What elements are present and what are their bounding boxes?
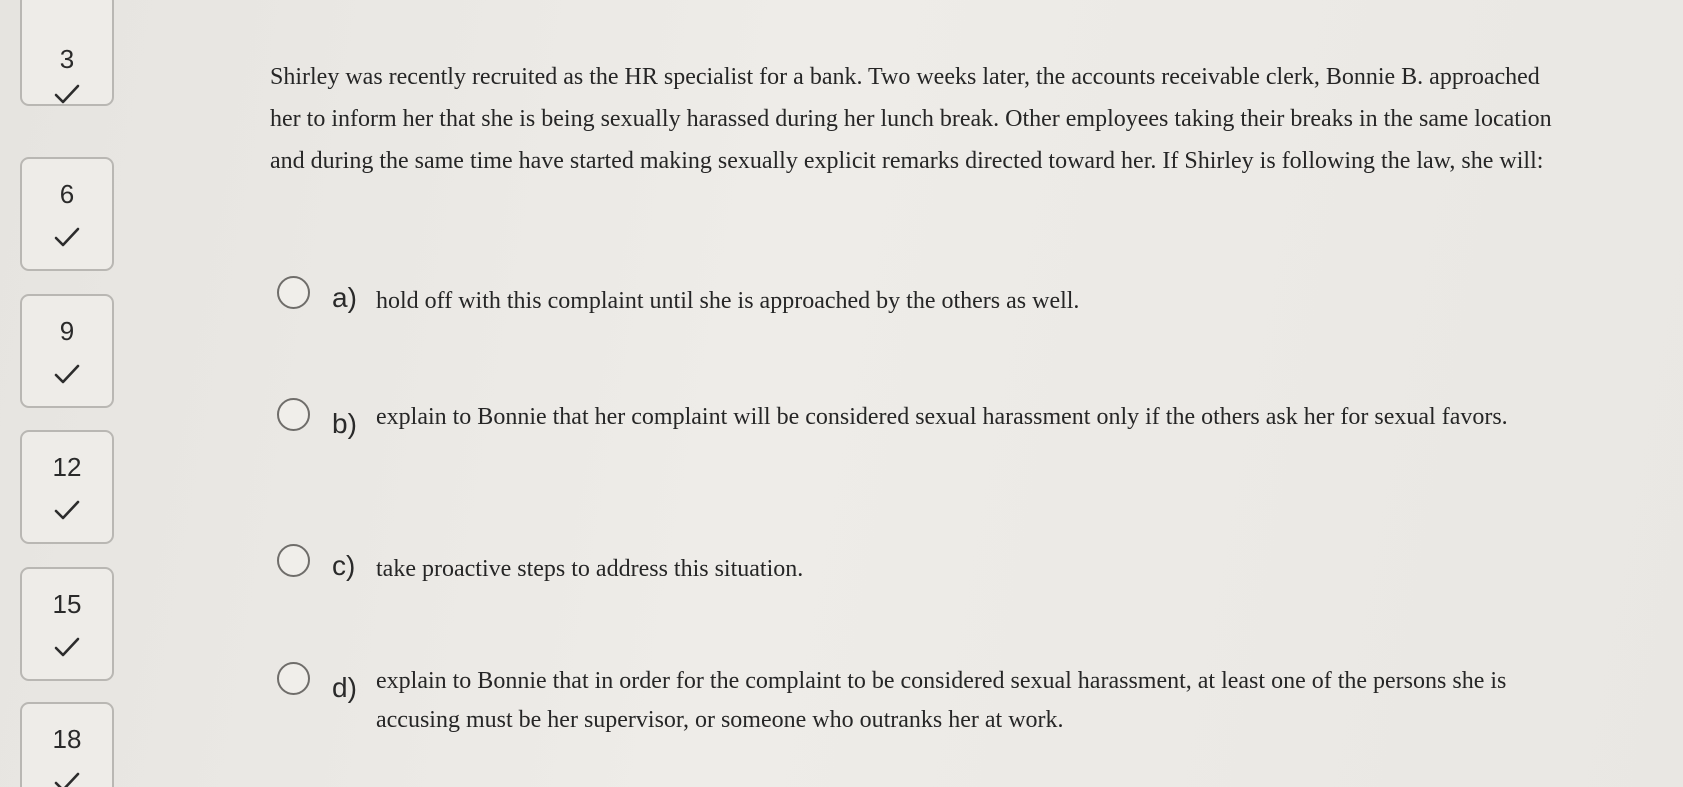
question-nav-item[interactable] xyxy=(20,0,114,106)
option-text: explain to Bonnie that in order for the complaint to be considered sexual harassment, at least one of the persons she is accusing must be her supervisor, or someone who outranks her at work. xyxy=(376,668,1507,733)
question-number: 18 xyxy=(52,724,82,754)
question-number: 6 xyxy=(59,179,75,209)
option-letter: c) xyxy=(332,550,356,581)
option-letter: b) xyxy=(332,408,357,439)
check-icon xyxy=(54,637,80,657)
question-text: Shirley was recently recruited as the HR specialist for a bank. Two weeks later, the accounts receivable clerk, Bonnie B. approached her to inform her that she is being sexually harassed during her lunch break. Other employees taking their breaks in the same location and during the same time have started making sexually explicit remarks directed toward her. If Shirley is following the law, she will: xyxy=(270,64,1552,174)
option-text: hold off with this complaint until she is approached by the others as well. xyxy=(376,288,1080,314)
radio-button[interactable] xyxy=(277,276,310,309)
radio-button[interactable] xyxy=(277,662,310,695)
question-number: 15 xyxy=(52,589,82,619)
question-number: 3 xyxy=(59,44,75,74)
check-icon xyxy=(54,84,80,104)
question-number: 12 xyxy=(52,452,82,482)
question-nav-item[interactable] xyxy=(20,294,114,408)
question-nav-item[interactable] xyxy=(20,430,114,544)
check-icon xyxy=(54,772,80,787)
question-nav-item[interactable] xyxy=(20,567,114,681)
question-navigator xyxy=(0,0,120,787)
check-icon xyxy=(54,364,80,384)
option-text: take proactive steps to address this situation. xyxy=(376,556,804,582)
question-number: 9 xyxy=(59,316,75,346)
radio-button[interactable] xyxy=(277,398,310,431)
check-icon xyxy=(54,500,80,520)
option-letter: a) xyxy=(332,282,357,313)
question-nav-item[interactable] xyxy=(20,702,114,787)
radio-button[interactable] xyxy=(277,544,310,577)
check-icon xyxy=(54,227,80,247)
option-letter: d) xyxy=(332,672,357,703)
question-nav-item[interactable] xyxy=(20,157,114,271)
option-text: explain to Bonnie that her complaint will be considered sexual harassment only if the others ask her for sexual favors. xyxy=(376,404,1508,430)
question-panel xyxy=(270,56,1570,182)
